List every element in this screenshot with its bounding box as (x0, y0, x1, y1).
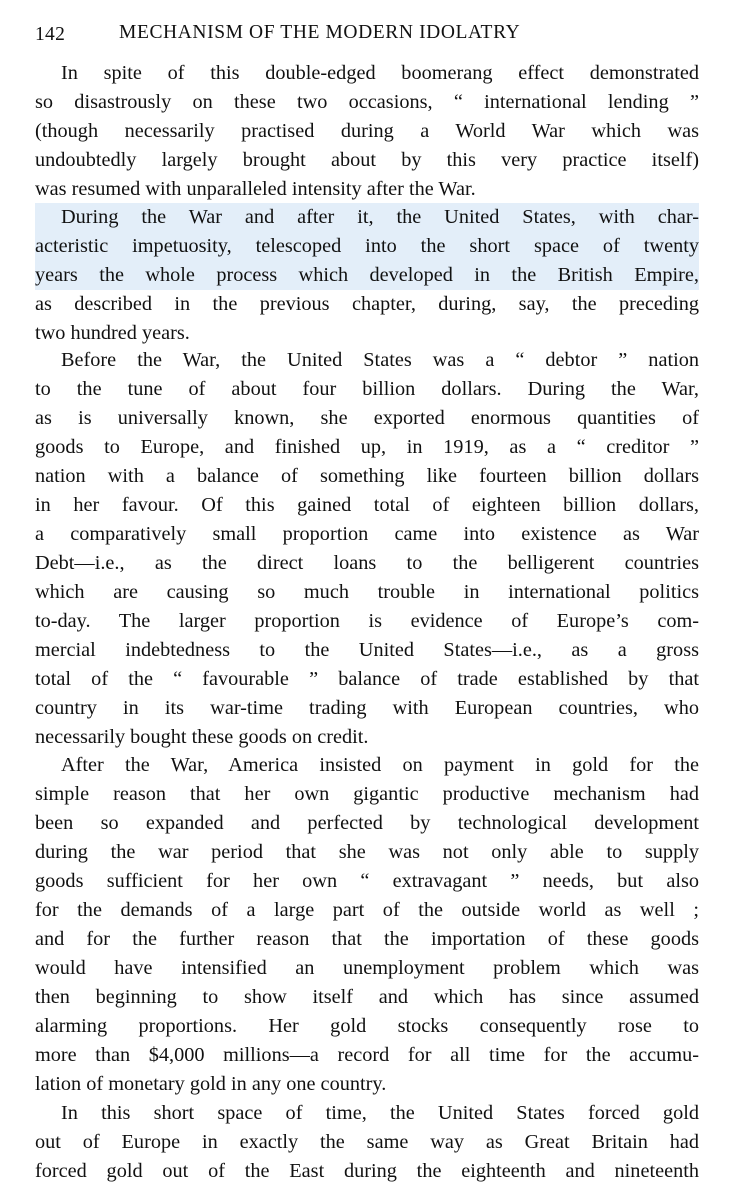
text-line: then beginning to show itself and which has since assumed (35, 986, 699, 1008)
text-line: Before the War, the United States was a “ debtor ” nation (61, 349, 699, 371)
running-head (35, 20, 715, 48)
text-line: was resumed with unparalleled intensity after the War. (35, 178, 476, 200)
text-line: In spite of this double-edged boomerang effect demonstrated (61, 62, 699, 84)
text-line: Debt—i.e., as the direct loans to the belligerent countries (35, 552, 699, 574)
text-line: simple reason that her own gigantic productive mechanism had (35, 783, 699, 805)
text-line: lation of monetary gold in any one country. (35, 1073, 387, 1095)
text-line: After the War, America insisted on payment in gold for the (61, 754, 699, 776)
text-line: mercial indebtedness to the United States—i.e., as a gross (35, 639, 699, 661)
text-line: forced gold out of the East during the eighteenth and nineteenth (35, 1160, 699, 1182)
page-number: 142 (35, 24, 66, 45)
text-line: In this short space of time, the United States forced gold (61, 1102, 699, 1124)
text-line: so disastrously on these two occasions, “ international lending ” (35, 91, 699, 113)
text-line: country in its war-time trading with European countries, who (35, 697, 699, 719)
highlighted-line: years the whole process which developed in the British Empire, (35, 261, 699, 290)
text-line: which are causing so much trouble in international politics (35, 581, 699, 603)
text-line: for the demands of a large part of the outside world as well ; (35, 899, 699, 921)
text-line: during the war period that she was not only able to supply (35, 841, 699, 863)
text-line: to-day. The larger proportion is evidence of Europe’s com- (35, 610, 699, 632)
text-line: goods to Europe, and finished up, in 1919, as a “ creditor ” (35, 436, 699, 458)
highlighted-line: During the War and after it, the United States, with char- (35, 203, 699, 232)
text-line: as described in the previous chapter, during, say, the preceding (35, 293, 699, 315)
text-line: nation with a balance of something like fourteen billion dollars (35, 465, 699, 487)
text-line: total of the “ favourable ” balance of trade established by that (35, 668, 699, 690)
text-line: as is universally known, she exported enormous quantities of (35, 407, 699, 429)
text-line: and for the further reason that the importation of these goods (35, 928, 699, 950)
text-line: been so expanded and perfected by technological development (35, 812, 699, 834)
text-line: goods sufficient for her own “ extravagant ” needs, but also (35, 870, 699, 892)
text-line: a comparatively small proportion came into existence as War (35, 523, 699, 545)
text-line: necessarily bought these goods on credit. (35, 726, 369, 748)
text-line: would have intensified an unemployment problem which was (35, 957, 699, 979)
text-line: in her favour. Of this gained total of eighteen billion dollars, (35, 494, 699, 516)
text-line: undoubtedly largely brought about by this very practice itself) (35, 149, 699, 171)
highlighted-line: acteristic impetuosity, telescoped into the short space of twenty (35, 232, 699, 261)
text-line: more than $4,000 millions—a record for all time for the accumu- (35, 1044, 699, 1066)
text-line: (though necessarily practised during a World War which was (35, 120, 699, 142)
text-line: out of Europe in exactly the same way as Great Britain had (35, 1131, 699, 1153)
text-line: alarming proportions. Her gold stocks consequently rose to (35, 1015, 699, 1037)
running-title: MECHANISM OF THE MODERN IDOLATRY (119, 22, 521, 43)
text-line: two hundred years. (35, 322, 190, 344)
text-line: to the tune of about four billion dollars. During the War, (35, 378, 699, 400)
